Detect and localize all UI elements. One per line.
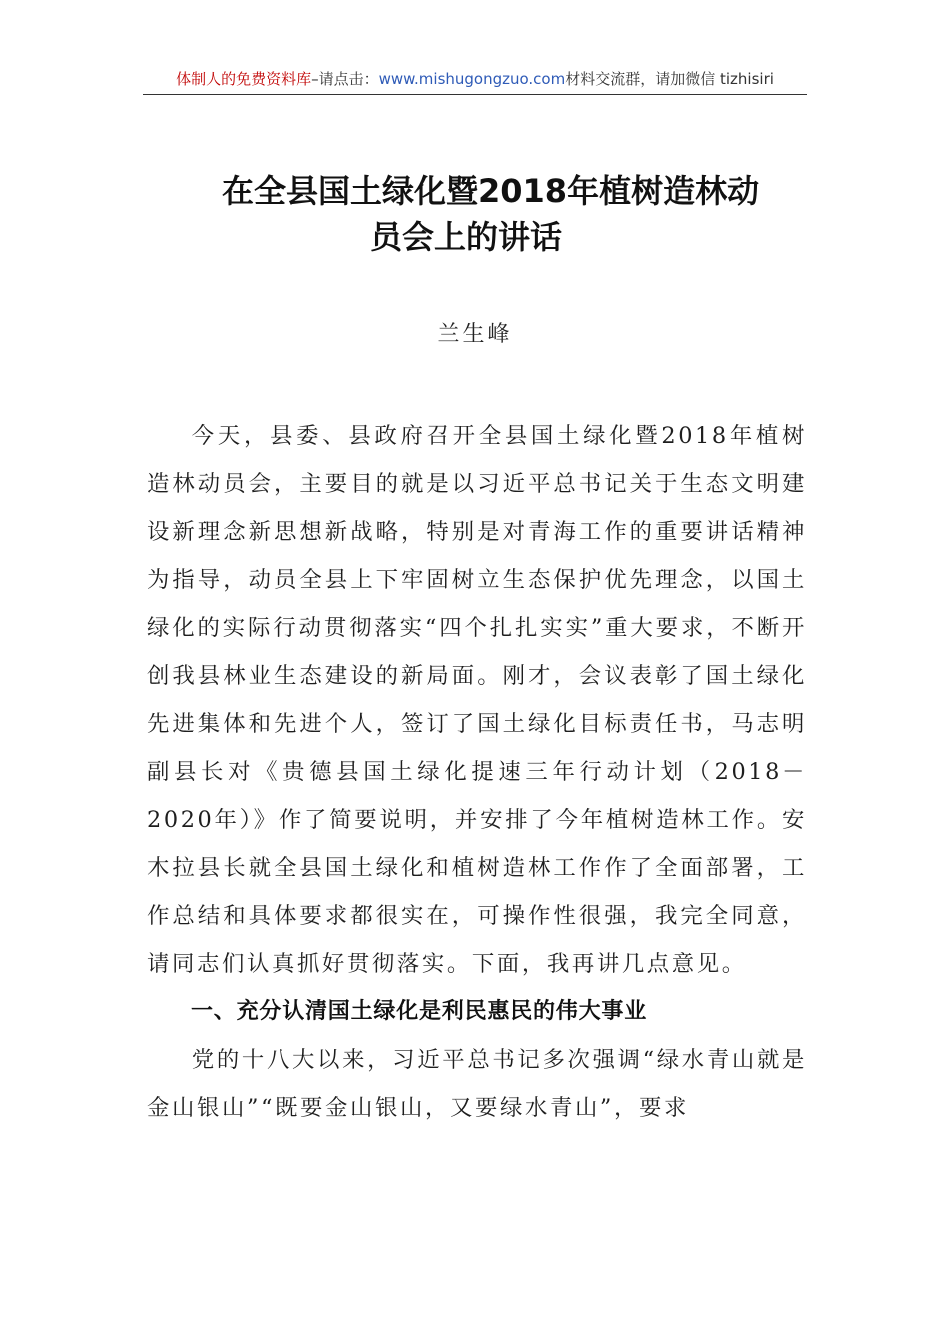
title-line-1: 在全县国土绿化暨2018年植树造林动 (222, 172, 760, 210)
header-url-link[interactable]: www.mishugongzuo.com (378, 70, 566, 88)
site-header-banner (143, 68, 807, 95)
title-line-2: 员会上的讲话 (370, 218, 563, 256)
author-name: 兰生峰 (437, 322, 513, 347)
document-title (180, 168, 820, 260)
header-prompt: 请点击： (318, 70, 379, 88)
document-body (147, 412, 807, 1132)
header-dash: – (311, 70, 319, 88)
header-wechat-note: 材料交流群，请加微信 tizhisiri (565, 70, 774, 88)
paragraph-section-1: 党的十八大以来，习近平总书记多次强调“绿水青山就是金山银山”“既要金山银山，又要绿水青山”，要求 (147, 1047, 807, 1121)
paragraph-intro: 今天，县委、县政府召开全县国土绿化暨2018年植树造林动员会，主要目的就是以习近平总书记关于生态文明建设新理念新思想新战略，特别是对青海工作的重要讲话精神为指导，动员全县上下牢固树立生态保护优先理念，以国土绿化的实际行动贯彻落实“四个扎扎实实”重大要求，不断开创我县林业生态建设的新局面。刚才，会议表彰了国土绿化先进集体和先进个人，签订了国土绿化目标责任书，马志明副县长对《贵德县国土绿化提速三年行动计划（2018－2020年）》作了简要说明，并安排了今年植树造林工作。安木拉县长就全县国土绿化和植树造林工作作了全面部署，工作总结和具体要求都很实在，可操作性很强，我完全同意，请同志们认真抓好贯彻落实。下面，我再讲几点意见。 (147, 423, 807, 977)
header-brand-link[interactable]: 体制人的免费资料库 (176, 70, 312, 88)
section-heading-1: 一、充分认清国土绿化是利民惠民的伟大事业 (191, 999, 648, 1024)
